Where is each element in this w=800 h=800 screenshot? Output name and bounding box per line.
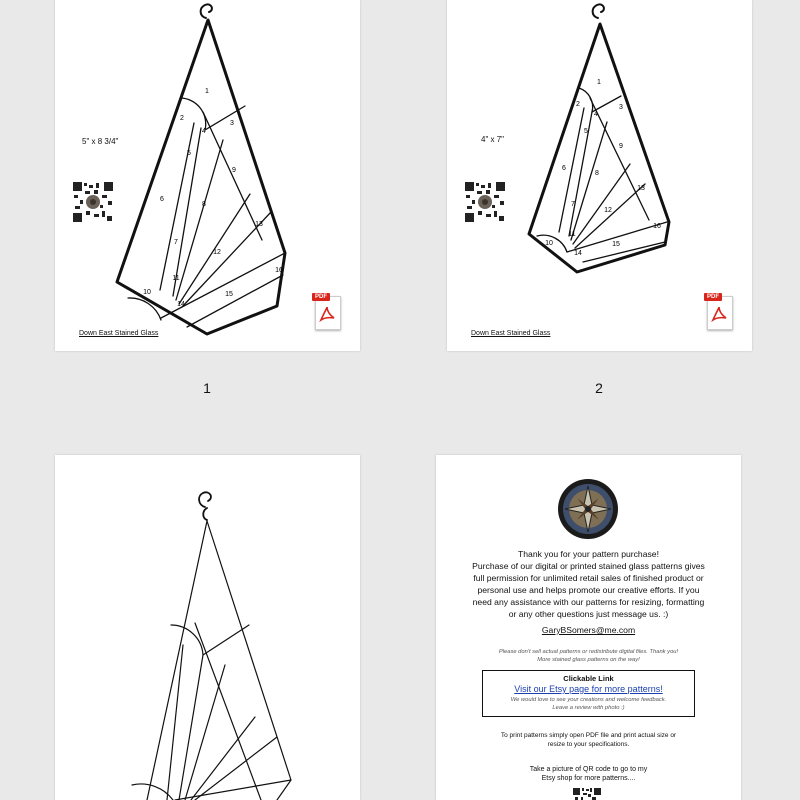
qr-instructions — [436, 765, 741, 783]
pattern-page-3[interactable] — [55, 455, 360, 800]
piece-number-label: 4 — [202, 128, 206, 135]
print-line: resize to your specifications. — [547, 741, 630, 748]
thanks-line: full permission for unlimited retail sales of finished product or — [473, 573, 704, 583]
qr-code — [464, 181, 506, 223]
compass-rose-logo — [557, 478, 619, 540]
piece-number-label: 14 — [574, 250, 582, 257]
thanks-line: Thank you for your pattern purchase! — [518, 549, 659, 559]
pdf-file-icon[interactable] — [312, 293, 342, 329]
piece-number-label: 12 — [213, 249, 221, 256]
pdf-tag: PDF — [312, 293, 330, 301]
thanks-line: need any assistance with our patterns for resizing, formatting — [472, 597, 705, 607]
link-box-note-line: We would love to see your creations and welcome feedback. — [510, 697, 667, 703]
pdf-file-icon[interactable] — [704, 293, 734, 329]
piece-number-label: 16 — [275, 267, 283, 274]
piece-number-label: 6 — [562, 165, 566, 172]
link-box-title: Clickable Link — [563, 674, 614, 683]
shop-name-label: Down East Stained Glass — [79, 330, 159, 337]
piece-number-label: 10 — [545, 240, 553, 247]
qr-line: Take a picture of QR code to go to my — [529, 766, 648, 773]
piece-number-label: 7 — [174, 239, 178, 246]
pattern-page-2[interactable] — [447, 0, 752, 351]
piece-number-label: 7 — [571, 201, 575, 208]
link-box-note — [483, 696, 694, 712]
kite-outline-drawing — [55, 455, 360, 800]
piece-number-label: 1 — [597, 79, 601, 86]
piece-number-label: 9 — [232, 167, 236, 174]
piece-number-label: 14 — [177, 301, 185, 308]
piece-number-label: 5 — [584, 128, 588, 135]
print-line: To print patterns simply open PDF file and print actual size or — [500, 732, 677, 739]
piece-number-label: 15 — [225, 291, 233, 298]
thanks-line: personal use and helps promote our creative efforts. If you — [477, 585, 700, 595]
piece-number-label: 6 — [160, 196, 164, 203]
piece-number-label: 3 — [619, 104, 623, 111]
piece-number-label: 5 — [187, 150, 191, 157]
page-number-2: 2 — [595, 380, 603, 396]
pdf-tag: PDF — [704, 293, 722, 301]
piece-number-label: 3 — [230, 120, 234, 127]
piece-number-label: 1 — [205, 88, 209, 95]
piece-number-label: 16 — [653, 223, 661, 230]
piece-number-label: 2 — [576, 101, 580, 108]
page-number-1: 1 — [203, 380, 211, 396]
piece-number-label: 11 — [568, 231, 576, 238]
link-box-note-line: Leave a review with photo :) — [552, 705, 625, 711]
usage-note-line: Please don't sell actual patterns or redistribute digital files. Thank you! — [498, 649, 679, 655]
qr-line: Etsy shop for more patterns.... — [541, 775, 636, 782]
usage-note — [436, 648, 741, 664]
pattern-size-label: 4" x 7" — [481, 135, 505, 144]
etsy-qr-code — [573, 787, 601, 800]
etsy-page-link[interactable]: Visit our Etsy page for more patterns! — [514, 684, 663, 694]
piece-number-label: 13 — [637, 185, 645, 192]
clickable-link-box — [482, 670, 695, 717]
thanks-line: or any other questions just message us. :) — [508, 609, 669, 619]
piece-number-label: 2 — [180, 115, 184, 122]
piece-number-label: 12 — [604, 207, 612, 214]
usage-note-line: More stained glass patterns on the way! — [537, 657, 640, 663]
piece-number-label: 9 — [619, 143, 623, 150]
piece-number-label: 4 — [594, 111, 598, 118]
print-instructions — [436, 731, 741, 749]
piece-number-label: 8 — [202, 201, 206, 208]
qr-code — [72, 181, 114, 223]
info-page[interactable] — [436, 455, 741, 800]
piece-number-label: 10 — [143, 289, 151, 296]
piece-number-label: 15 — [612, 241, 620, 248]
thanks-line: Purchase of our digital or printed stained glass patterns gives — [472, 561, 705, 571]
contact-email-link[interactable]: GaryBSomers@me.com — [541, 625, 636, 635]
piece-number-label: 11 — [172, 275, 180, 282]
piece-number-label: 13 — [255, 221, 263, 228]
pattern-size-label: 5" x 8 3/4" — [82, 137, 119, 146]
shop-name-label: Down East Stained Glass — [471, 330, 551, 337]
piece-number-label: 8 — [595, 170, 599, 177]
pattern-page-1[interactable] — [55, 0, 360, 351]
thank-you-text — [436, 548, 741, 620]
